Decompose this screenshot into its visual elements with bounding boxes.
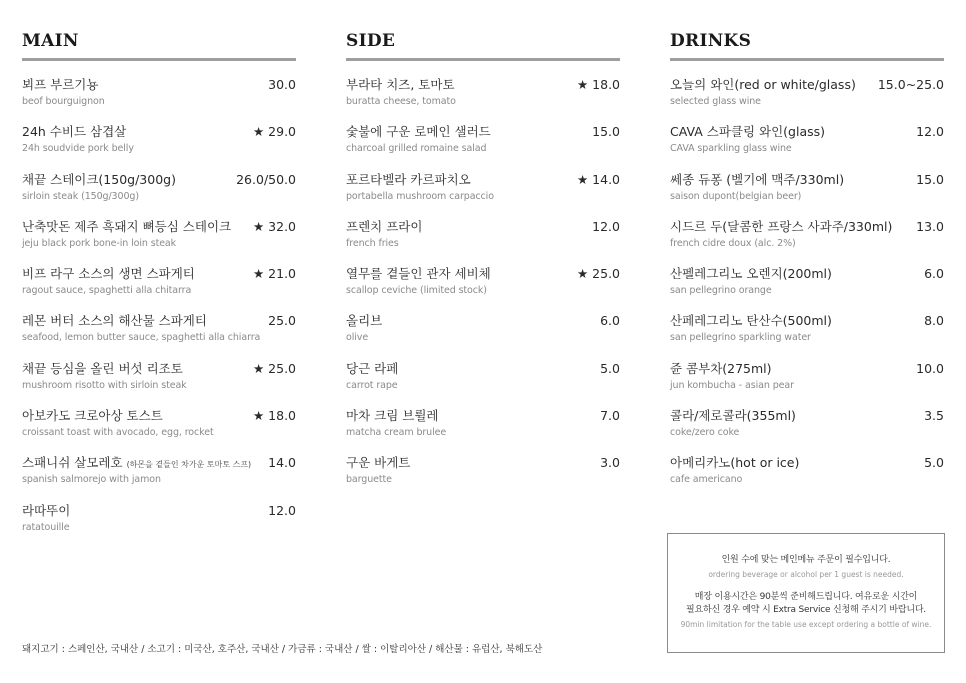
menu-item-name-en: croissant toast with avocado, egg, rocket bbox=[22, 427, 214, 439]
menu-item-name-kr: 아보카도 크로아상 토스트 bbox=[22, 408, 163, 424]
menu-item bbox=[670, 453, 944, 500]
menu-item-name-en: cafe americano bbox=[670, 474, 743, 486]
menu-item-price: 14.0 bbox=[268, 455, 296, 471]
section-divider bbox=[346, 58, 620, 61]
menu-item-name-en: ragout sauce, spaghetti alla chitarra bbox=[22, 285, 192, 297]
menu-item-price: 15.0 bbox=[916, 171, 944, 187]
menu-item-name bbox=[670, 359, 772, 377]
menu-item bbox=[670, 264, 944, 311]
menu-list bbox=[346, 75, 620, 501]
menu-item-name-en: buratta cheese, tomato bbox=[346, 96, 456, 107]
menu-item-name bbox=[346, 406, 438, 424]
menu-item-name bbox=[670, 311, 832, 329]
notice-box bbox=[667, 533, 945, 653]
menu-item-name bbox=[22, 75, 98, 93]
menu-item-name-kr: 마차 크림 브륄레 bbox=[346, 408, 439, 424]
menu-item-price: 8.0 bbox=[924, 313, 944, 329]
menu-item-name-en: matcha cream brulee bbox=[346, 427, 447, 439]
menu-item-name bbox=[22, 170, 176, 188]
menu-item-name bbox=[670, 122, 825, 140]
section-divider bbox=[22, 58, 296, 61]
menu-item-name-kr: 비프 라구 소스의 생면 스파게티 bbox=[22, 266, 195, 282]
menu-item-price: 3.5 bbox=[924, 408, 944, 424]
menu-item-name-kr: 열무를 곁들인 관자 세비체 bbox=[346, 266, 491, 282]
section-title: SIDE bbox=[346, 31, 396, 51]
menu-item bbox=[346, 122, 620, 169]
menu-item bbox=[22, 406, 296, 453]
menu-item-name-en: beof bourguignon bbox=[22, 96, 105, 107]
menu-item bbox=[22, 311, 296, 358]
menu-item-name-en: mushroom risotto with sirloin steak bbox=[22, 379, 187, 391]
menu-item bbox=[670, 122, 944, 169]
menu-item-name-kr: 숯불에 구운 로메인 샐러드 bbox=[346, 124, 491, 140]
menu-item-name-kr: 난축맛돈 제주 흑돼지 뼈등심 스테이크 bbox=[22, 218, 232, 234]
menu-item bbox=[346, 217, 620, 264]
menu-item-name-en: barguette bbox=[346, 474, 392, 486]
menu-item bbox=[670, 311, 944, 358]
menu-item-name bbox=[22, 501, 70, 519]
menu-item-name-en: scallop ceviche (limited stock) bbox=[346, 285, 487, 297]
menu-item-price: 13.0 bbox=[916, 218, 944, 234]
menu-item-name-kr: CAVA 스파클링 와인(glass) bbox=[670, 124, 826, 140]
menu-item-name bbox=[346, 75, 455, 93]
menu-item bbox=[346, 75, 620, 122]
notice-time-limit: 매장 이용시간은 90분씩 준비해드립니다. 여유로운 시간이 bbox=[694, 592, 918, 602]
section-title: DRINKS bbox=[670, 31, 752, 51]
menu-item-name-kr: 구운 바게트 bbox=[346, 455, 411, 471]
menu-item-name-en: charcoal grilled romaine salad bbox=[346, 143, 487, 155]
section-title: MAIN bbox=[22, 31, 79, 51]
menu-item-name bbox=[670, 217, 892, 235]
menu-item-name-kr: 포르타벨라 카르파치오 bbox=[346, 171, 471, 187]
menu-item bbox=[670, 359, 944, 406]
menu-item-price: 6.0 bbox=[600, 313, 620, 329]
menu-item-price: 3.0 bbox=[600, 455, 620, 471]
menu-item-price: 26.0/50.0 bbox=[236, 171, 296, 187]
menu-item-name-en: 24h soudvide pork belly bbox=[22, 143, 134, 155]
menu-item-name-en: olive bbox=[346, 332, 369, 344]
menu-item-name-kr: 라따뚜이 bbox=[22, 502, 71, 518]
menu-item-price: ★ 25.0 bbox=[252, 360, 296, 376]
menu-item-name bbox=[346, 311, 382, 329]
menu-item-name-kr: 스패니쉬 살모레호 bbox=[22, 455, 123, 471]
menu-item-name-kr: 채끝 스테이크(150g/300g) bbox=[22, 171, 176, 187]
menu-item-name-kr: 쥰 콤부차(275ml) bbox=[670, 360, 772, 376]
menu-item-name-kr: 프렌치 프라이 bbox=[346, 218, 423, 234]
menu-item-price: 12.0 bbox=[916, 124, 944, 140]
menu-item-name-en: sirloin steak (150g/300g) bbox=[22, 190, 139, 202]
menu-item-price: ★ 25.0 bbox=[576, 266, 620, 282]
menu-item-name bbox=[670, 75, 856, 93]
notice-main-order-en: ordering beverage or alcohol per 1 guest is needed. bbox=[708, 570, 904, 579]
menu-item bbox=[346, 359, 620, 406]
menu-item-name bbox=[346, 264, 491, 282]
menu-item-name-kr: 24h 수비드 삼겹살 bbox=[22, 124, 127, 140]
menu-item-name-en: san pellegrino orange bbox=[670, 285, 772, 297]
main-section bbox=[22, 30, 296, 548]
menu-item-name-kr: 레몬 버터 소스의 해산물 스파게티 bbox=[22, 313, 207, 329]
menu-item-name-en: seafood, lemon butter sauce, spaghetti alla chiarra bbox=[22, 332, 261, 344]
menu-item-name-en: french fries bbox=[346, 237, 399, 249]
menu-item bbox=[346, 453, 620, 500]
menu-item-name-en: spanish salmorejo with jamon bbox=[22, 474, 161, 486]
menu-item-name-kr: 산페레그리노 탄산수(500ml) bbox=[670, 313, 832, 329]
menu-item-name-kr: 부라타 치즈, 토마토 bbox=[346, 77, 455, 92]
menu-item bbox=[346, 170, 620, 217]
menu-item-price: ★ 18.0 bbox=[576, 77, 620, 92]
menu-item bbox=[670, 75, 944, 122]
menu-item-name-en: CAVA sparkling glass wine bbox=[670, 143, 792, 155]
menu-item-name bbox=[346, 217, 422, 235]
menu-item-name-kr: 시드르 두(달콤한 프랑스 사과주/330ml) bbox=[670, 218, 893, 234]
menu-item bbox=[670, 170, 944, 217]
menu-item bbox=[346, 264, 620, 311]
menu-item-note: (하몬을 곁들인 차가운 토마토 스프) bbox=[126, 460, 252, 470]
menu-item-name-en: jun kombucha - asian pear bbox=[670, 379, 794, 391]
menu-item-price: 25.0 bbox=[268, 313, 296, 329]
menu-item bbox=[22, 170, 296, 217]
menu-item-name-kr: 콜라/제로콜라(355ml) bbox=[670, 408, 796, 424]
menu-item-name-en: jeju black pork bone-in loin steak bbox=[22, 237, 177, 249]
menu-item-name bbox=[670, 453, 799, 471]
menu-item-price: ★ 29.0 bbox=[252, 124, 296, 140]
menu-item bbox=[346, 311, 620, 358]
drinks-section bbox=[670, 30, 944, 501]
menu-item-name-en: carrot rape bbox=[346, 379, 398, 391]
menu-item-name-en: portabella mushroom carpaccio bbox=[346, 190, 494, 202]
menu-item-name bbox=[670, 170, 844, 188]
menu-item-price: 6.0 bbox=[924, 266, 944, 282]
menu-item-name bbox=[346, 359, 398, 377]
menu-item-name-kr: 오늘의 와인(red or white/glass) bbox=[670, 77, 856, 92]
menu-item bbox=[22, 264, 296, 311]
menu-item-name bbox=[22, 359, 183, 377]
menu-item-name bbox=[22, 311, 207, 329]
menu-item-price: ★ 21.0 bbox=[252, 266, 296, 282]
menu-item-name-en: coke/zero coke bbox=[670, 427, 740, 439]
notice-time-limit-en: 90min limitation for the table use except ordering a bottle of wine. bbox=[680, 620, 932, 629]
menu-item-name bbox=[346, 453, 410, 471]
menu-list bbox=[22, 75, 296, 548]
menu-item-name-kr: 뵈프 부르기뇽 bbox=[22, 77, 99, 92]
menu-item-name bbox=[670, 264, 832, 282]
menu-item-name bbox=[22, 264, 195, 282]
menu-item bbox=[22, 359, 296, 406]
menu-item-name-kr: 올리브 bbox=[346, 313, 383, 329]
origin-info: 돼지고기 : 스페인산, 국내산 / 소고기 : 미국산, 호주산, 국내산 / 가금류 : 국내산 / 쌀 : 이탈리아산 / 해산물 : 유럽산, 북해도산 bbox=[22, 644, 543, 655]
menu-item-price: 30.0 bbox=[268, 77, 296, 92]
menu-item bbox=[22, 217, 296, 264]
notice-extra-service: 필요하신 경우 예약 시 Extra Service 신청해 주시기 바랍니다. bbox=[686, 605, 926, 615]
menu-item-name-kr: 산펠레그리노 오렌지(200ml) bbox=[670, 266, 832, 282]
menu-item-price: ★ 32.0 bbox=[252, 218, 296, 234]
menu-item-name-en: french cidre doux (alc. 2%) bbox=[670, 237, 796, 249]
menu-item-name bbox=[22, 406, 163, 424]
menu-item bbox=[346, 406, 620, 453]
menu-item-name-en: selected glass wine bbox=[670, 96, 761, 107]
menu-item-name bbox=[22, 217, 231, 235]
menu-item-name bbox=[22, 453, 251, 471]
menu-item-name-kr: 채끝 등심을 올린 버섯 리조토 bbox=[22, 360, 183, 376]
menu-item bbox=[22, 453, 296, 500]
menu-item-price: ★ 18.0 bbox=[252, 408, 296, 424]
menu-item-name-kr: 당근 라페 bbox=[346, 360, 399, 376]
menu-item bbox=[22, 122, 296, 169]
menu-item-price: 7.0 bbox=[600, 408, 620, 424]
menu-item-name bbox=[346, 170, 471, 188]
menu-item-name-en: san pellegrino sparkling water bbox=[670, 332, 811, 344]
menu-item-price: 5.0 bbox=[924, 455, 944, 471]
side-section bbox=[346, 30, 620, 501]
menu-item-price: 12.0 bbox=[268, 502, 296, 518]
menu-item-name bbox=[22, 122, 126, 140]
menu-item-name bbox=[346, 122, 491, 140]
notice-main-order: 인원 수에 맞는 메인메뉴 주문이 필수입니다. bbox=[721, 555, 891, 565]
menu-item-name-kr: 쎄종 듀퐁 (벨기에 맥주/330ml) bbox=[670, 171, 845, 187]
menu-item-price: 12.0 bbox=[592, 218, 620, 234]
menu-item-name bbox=[670, 406, 796, 424]
menu-item-price: 10.0 bbox=[916, 360, 944, 376]
section-divider bbox=[670, 58, 944, 61]
menu-item-price: ★ 14.0 bbox=[576, 171, 620, 187]
menu-list bbox=[670, 75, 944, 501]
menu-item-name-en: ratatouille bbox=[22, 521, 70, 533]
menu-item bbox=[22, 75, 296, 122]
menu-item-price: 15.0 bbox=[592, 124, 620, 140]
menu-item-price: 15.0~25.0 bbox=[877, 77, 944, 92]
menu-item-name-en: saison dupont(belgian beer) bbox=[670, 190, 802, 202]
menu-item-price: 5.0 bbox=[600, 360, 620, 376]
menu-item-name-kr: 아메리카노(hot or ice) bbox=[670, 455, 800, 471]
menu-item bbox=[670, 406, 944, 453]
menu-item bbox=[22, 501, 296, 548]
menu-item bbox=[670, 217, 944, 264]
